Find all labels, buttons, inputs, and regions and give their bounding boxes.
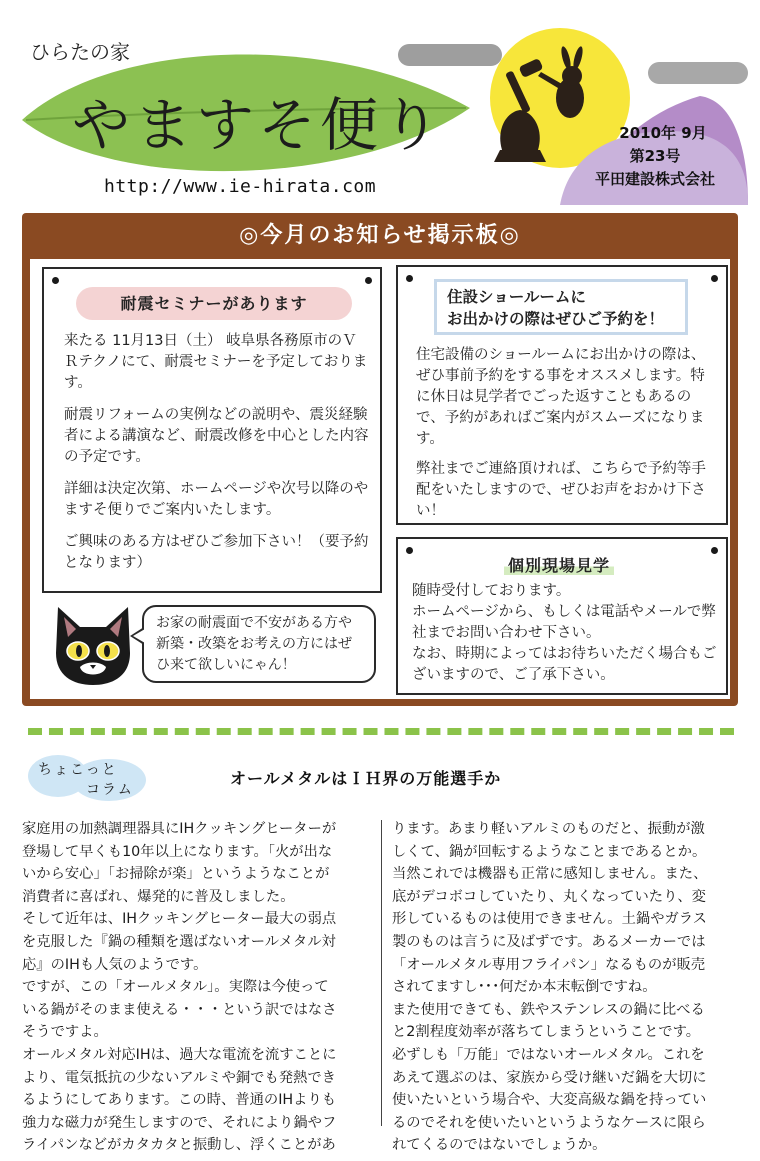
seminar-panel [42,267,382,593]
pin-icon [365,277,372,284]
pin-icon [406,275,413,282]
cloud-left [398,44,502,66]
text-line: 消費者に喜ばれ、爆発的に普及しました。 [22,888,295,905]
site-visit-line: ホームページから、もしくは電話やメールで弊社までお問い合わせ下さい。 [412,604,716,641]
showroom-heading-line1: 住設ショールームに [447,288,586,306]
issue-info [570,122,740,191]
text-line: されてますし･･･何だか本末転倒ですね。 [392,979,657,996]
showroom-paragraph: 住宅設備のショールームにお出かけの際は、ぜひ事前予約をする事をオススメします。特に休日は見学者でごった返すこともあるので、予約があればご案内がスムーズになります。 [416,347,706,447]
text-line: より、電気抵抗の少ないアルミや銅でも発熱でき [22,1069,336,1086]
black-cat-icon [50,601,136,687]
text-line: また使用できても、鉄やステンレスの鍋に比べる [392,1001,705,1018]
cat-speech-text: お家の耐震面で不安がある方や新築・改築をお考えの方にはぜひ来て欲しいにゃん！ [156,615,352,673]
text-line: 強力な磁力が発生しますので、それにより鍋やフ [22,1114,337,1131]
site-visit-heading-text: 個別現場見学 [504,556,614,575]
notice-board-title: ◎今月のお知らせ掲示板◎ [239,223,521,248]
notice-board-inner [30,259,730,699]
dashed-divider [28,728,734,736]
text-line: を克服した『鍋の種類を選ばないオールメタル対 [22,933,336,950]
text-line: あえて選ぶのは、家族から受け継いだ鍋を大切に [392,1069,707,1086]
seminar-heading: 耐震セミナーがあります [76,287,352,320]
bubble-tail-fill [133,629,145,643]
pin-icon [406,547,413,554]
text-line: 家庭用の加熱調理器具にIHクッキングヒーターが [22,821,337,837]
showroom-body [416,345,716,531]
site-visit-line: 随時受付しております。 [412,583,571,599]
pin-icon [711,275,718,282]
pin-icon [52,277,59,284]
text-line: そして近年は、IHクッキングヒーター最大の弱点 [22,911,337,928]
company-name: 平田建設株式会社 [594,170,715,188]
text-line: オールメタル対応IHは、過大な電流を流すことに [22,1046,337,1063]
cat-speech-bubble [142,605,376,683]
newsletter-title: やますそ便り [72,91,445,159]
column-separator [381,820,382,1126]
showroom-heading [434,279,688,335]
text-line: いる鍋がそのまま使える・・・という訳ではなさ [22,1001,337,1018]
site-visit-panel [396,537,728,695]
text-line: 使いたいという場合や、大変高級な鍋を持ってい [392,1092,707,1109]
text-line: 形しているものは使用できません。土鍋やガラス [392,911,707,928]
seminar-paragraph: 詳細は決定次第、ホームページや次号以降のやますそ便りでご案内いたします。 [64,481,369,518]
text-line: ります。あまり軽いアルミのものだと、振動が激 [392,821,705,837]
text-line: と2割程度効率が落ちてしまうということです。 [392,1024,701,1041]
column-badge [28,753,154,801]
column-badge-line2: コラム [86,782,134,798]
text-line: ライパンなどがカタカタと振動し、浮くことがあ [22,1137,336,1154]
seminar-paragraph: ご興味のある方はぜひご参加下さい！（要予約となります） [64,534,369,571]
text-line: るようにしてあります。この時、普通のIHよりも [22,1092,337,1109]
text-line: るのでそれを使いたいというようなケースに限ら [392,1114,706,1131]
text-line: 製のものは言うに及ばずです。あるメーカーでは [392,933,706,950]
text-line: ですが、この「オールメタル」。実際は今使って [22,979,329,996]
text-line: 登場して早くも10年以上になります。「火が出な [22,843,333,860]
seminar-paragraph: 来たる 11月13日（土） 岐阜県各務原市のＶＲテクノにて、耐震セミナーを予定しております。 [64,333,368,391]
pin-icon [711,547,718,554]
site-visit-line: なお、時期によってはお待ちいただく場合もございますので、ご了承下さい。 [412,646,717,683]
text-line: 「オールメタル専用フライパン」なるものが販売 [392,956,706,973]
column-badge-line1: ちょこっと [38,762,118,778]
issue-number: 第23号 [629,147,681,165]
text-line: 底がデコボコしていたり、丸くなっていたり、変 [392,888,706,905]
showroom-panel [396,265,728,525]
text-line: いから安心」「お掃除が楽」というようなことが [22,866,330,883]
issue-date: 2010年 9月 [619,124,707,142]
cloud-right [648,62,748,84]
text-line: しくて、鍋が回転するようなことまであるとか。 [392,843,707,860]
website-url[interactable]: http://www.ie-hirata.com [104,176,377,197]
column-text-right [392,818,744,1157]
site-visit-body [412,581,720,686]
column-title: オールメタルはＩＨ界の万能選手か [230,769,502,788]
text-line: れてくるのではないでしょうか。 [392,1137,607,1154]
showroom-heading-line2: お出かけの際はぜひご予約を！ [447,310,665,328]
text-line: 当然これでは機器も正常に感知しません。また、 [392,866,708,883]
site-visit-heading [494,553,624,576]
masthead [0,0,760,205]
notice-board [22,213,738,706]
text-line: 応』のIHも人気のようです。 [22,956,208,973]
cat-speech-area [42,597,382,689]
text-line: そうですよ。 [22,1024,108,1041]
text-line: 必ずしも「万能」ではないオールメタル。これを [392,1046,705,1063]
seminar-paragraph: 耐震リフォームの実例などの説明や、震災経験者による講演など、耐震改修を中心とした内容の予定です。 [64,407,369,465]
column-text-left [22,818,372,1157]
showroom-paragraph: 弊社までご連絡頂ければ、こちらで予約等手配をいたしますので、ぜひお声をおかけ下さい！ [416,461,706,519]
brand-small: ひらたの家 [30,40,130,64]
seminar-body [64,331,370,585]
